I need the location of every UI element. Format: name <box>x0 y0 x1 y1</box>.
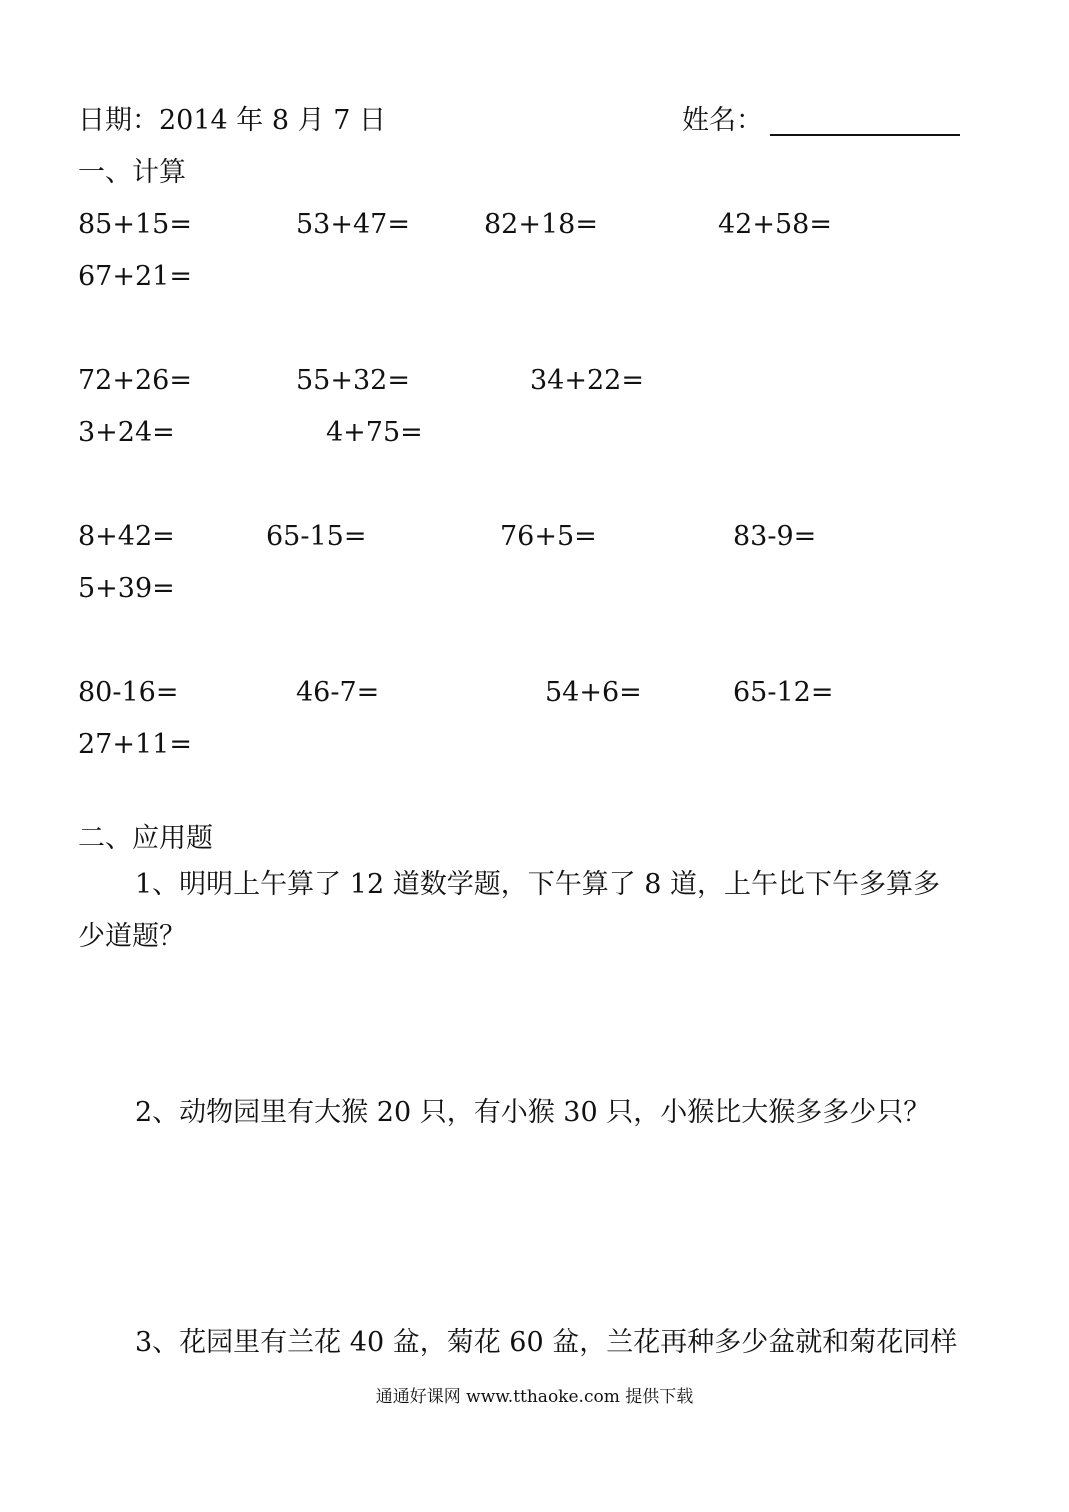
problem: 82+18= <box>484 209 598 240</box>
problem: 80-16= <box>78 677 179 708</box>
problem: 54+6= <box>545 677 642 708</box>
problem: 65-12= <box>733 677 834 708</box>
problem: 72+26= <box>78 365 192 396</box>
problem: 55+32= <box>296 365 410 396</box>
name-label: 姓名： <box>682 105 763 136</box>
name-blank-line <box>770 134 960 136</box>
problem: 76+5= <box>500 521 597 552</box>
problem: 53+47= <box>296 209 410 240</box>
question-1-line-2: 少道题？ <box>78 921 186 952</box>
problem: 34+22= <box>530 365 644 396</box>
problem: 67+21= <box>78 261 192 292</box>
problem: 27+11= <box>78 729 192 760</box>
question-1-line-1: 1、明明上午算了 12 道数学题，下午算了 8 道，上午比下午多算多 <box>135 869 941 900</box>
question-3: 3、花园里有兰花 40 盆，菊花 60 盆，兰花再种多少盆就和菊花同样 <box>135 1327 958 1358</box>
problem: 42+58= <box>718 209 832 240</box>
problem: 65-15= <box>266 521 367 552</box>
problem: 46-7= <box>296 677 380 708</box>
date-label: 日期：2014 年 8 月 7 日 <box>78 105 386 136</box>
section-1-title: 一、计算 <box>78 157 186 188</box>
section-2-title: 二、应用题 <box>78 823 213 854</box>
problem: 83-9= <box>733 521 817 552</box>
problem: 5+39= <box>78 573 175 604</box>
question-2: 2、动物园里有大猴 20 只，有小猴 30 只，小猴比大猴多多少只？ <box>135 1097 931 1128</box>
problem: 8+42= <box>78 521 175 552</box>
problem: 4+75= <box>326 417 423 448</box>
problem: 3+24= <box>78 417 175 448</box>
footer-watermark: 通通好课网 www.tthaoke.com 提供下载 <box>375 1387 694 1407</box>
problem: 85+15= <box>78 209 192 240</box>
